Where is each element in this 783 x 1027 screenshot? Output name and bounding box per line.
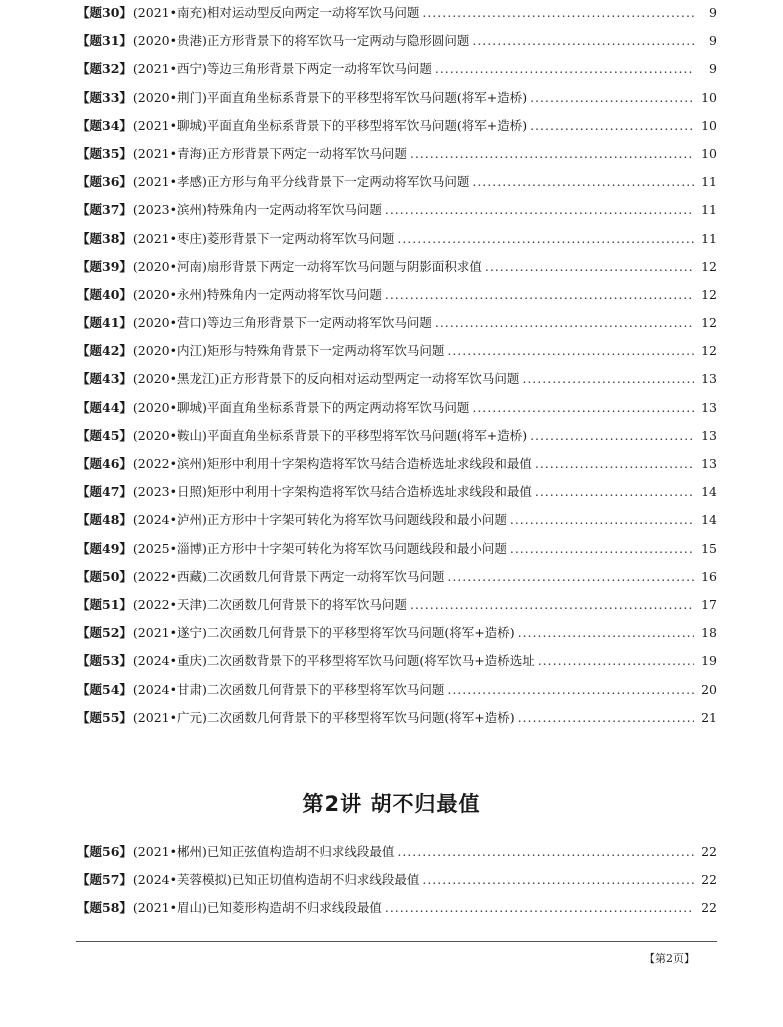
toc-entry-title: (2024•泸州)正方形中十字架可转化为将军饮马问题线段和最小问题 [132,512,507,528]
toc-entry[interactable] [77,567,717,595]
toc-entry-page: 9 [709,5,717,20]
toc-entry-page: 18 [701,625,717,641]
toc-entry-page: 11 [701,230,717,246]
toc-entry-label: 【题43】 [77,371,132,387]
toc-entry-title: (2021•青海)正方形背景下两定一动将军饮马问题 [132,145,407,161]
toc-entry-title: (2021•南充)相对运动型反向两定一动将军饮马问题 [132,5,420,20]
toc-dot-leader [530,428,694,443]
toc-entry-label: 【题46】 [77,456,132,471]
toc-entry-title: (2020•聊城)平面直角坐标系背景下的两定两动将军饮马问题 [132,399,470,415]
toc-entry-title: (2024•芙蓉模拟)已知正切值构造胡不归求线段最值 [132,872,420,888]
toc-entry-label: 【题32】 [77,61,132,77]
toc-entry-label: 【题42】 [77,343,132,359]
toc-dot-leader [538,653,694,668]
toc-entry-label: 【题37】 [77,202,132,218]
toc-entry[interactable] [77,285,717,313]
toc-entry-title: (2021•枣庄)菱形背景下一定两动将军饮马问题 [132,230,395,246]
toc-entry-page: 14 [701,484,717,500]
toc-dot-leader [435,315,694,330]
toc-entry-page: 19 [701,653,717,669]
toc-entry[interactable] [77,623,717,651]
toc-list-part2 [77,842,717,927]
toc-entry-title: (2022•天津)二次函数几何背景下的将军饮马问题 [132,596,407,612]
toc-entry-title: (2020•荆门)平面直角坐标系背景下的平移型将军饮马问题(将军+造桥) [132,89,528,105]
toc-entry[interactable] [77,708,717,736]
toc-dot-leader [535,456,694,471]
toc-entry-title: (2021•广元)二次函数几何背景下的平移型将军饮马问题(将军+造桥) [132,709,515,725]
toc-dot-leader [385,287,694,302]
toc-dot-leader [447,569,694,584]
toc-entry[interactable] [77,229,717,257]
toc-entry[interactable] [77,341,717,369]
toc-dot-leader [530,118,694,133]
toc-entry-page: 10 [701,89,717,105]
toc-dot-leader [510,541,694,556]
toc-entry[interactable] [77,200,717,228]
toc-entry[interactable] [77,398,717,426]
toc-entry-title: (2020•贵港)正方形背景下的将军饮马一定两动与隐形圆问题 [132,33,470,49]
toc-entry-title: (2021•郴州)已知正弦值构造胡不归求线段最值 [132,844,395,859]
toc-entry[interactable] [77,842,717,870]
toc-entry-page: 16 [701,568,717,584]
toc-dot-leader [472,174,694,189]
toc-entry-title: (2021•孝感)正方形与角平分线背景下一定两动将军饮马问题 [132,174,470,190]
toc-entry-label: 【题35】 [77,145,132,161]
toc-dot-leader [447,682,694,697]
toc-entry[interactable] [77,144,717,172]
toc-entry[interactable] [77,313,717,341]
toc-entry-page: 11 [701,174,717,190]
toc-entry-label: 【题58】 [77,900,132,916]
toc-entry-label: 【题54】 [77,681,132,697]
toc-entry-label: 【题47】 [77,484,132,500]
toc-entry-page: 12 [701,315,717,331]
toc-dot-leader [397,844,694,859]
toc-entry-title: (2020•永州)特殊角内一定两动将军饮马问题 [132,286,382,302]
toc-entry[interactable] [77,172,717,200]
toc-dot-leader [397,231,694,246]
toc-entry-label: 【题41】 [77,315,132,331]
toc-entry[interactable] [77,116,717,144]
toc-entry-page: 15 [701,540,717,556]
toc-entry[interactable] [77,870,717,898]
toc-entry-label: 【题51】 [77,596,132,612]
toc-entry[interactable] [77,454,717,482]
toc-entry-page: 11 [701,202,717,218]
toc-entry[interactable] [77,369,717,397]
toc-entry-title: (2021•遂宁)二次函数几何背景下的平移型将军饮马问题(将军+造桥) [132,625,515,641]
toc-entry[interactable] [77,59,717,87]
toc-entry-label: 【题50】 [77,568,132,584]
toc-entry-label: 【题44】 [77,399,132,415]
toc-entry-label: 【题38】 [77,230,132,246]
toc-dot-leader [385,202,694,217]
toc-dot-leader [385,900,694,915]
toc-entry-page: 13 [701,399,717,415]
toc-entry-label: 【题49】 [77,540,132,556]
toc-entry-page: 10 [701,145,717,161]
toc-entry-title: (2025•淄博)正方形中十字架可转化为将军饮马问题线段和最小问题 [132,540,507,556]
toc-entry-page: 22 [701,844,717,859]
toc-entry-label: 【题30】 [77,5,132,20]
toc-entry-page: 9 [709,33,717,49]
toc-entry[interactable] [77,539,717,567]
toc-entry-page: 22 [701,900,717,916]
toc-dot-leader [410,146,694,161]
toc-entry-page: 21 [701,709,717,725]
toc-dot-leader [530,90,694,105]
toc-entry[interactable] [77,482,717,510]
toc-entry-page: 13 [701,456,717,471]
toc-dot-leader [422,5,694,20]
toc-dot-leader [472,33,694,48]
toc-dot-leader [447,343,694,358]
toc-entry-title: (2022•西藏)二次函数几何背景下两定一动将军饮马问题 [132,568,445,584]
toc-entry-label: 【题56】 [77,844,132,859]
toc-entry-page: 12 [701,343,717,359]
toc-entry-title: (2023•日照)矩形中利用十字架构造将军饮马结合造桥选址求线段和最值 [132,484,532,500]
toc-entry-page: 14 [701,512,717,528]
toc-entry-label: 【题40】 [77,286,132,302]
toc-entry[interactable] [77,426,717,454]
toc-entry-title: (2024•重庆)二次函数背景下的平移型将军饮马问题(将军饮马+造桥选址 [132,653,535,669]
toc-entry-label: 【题36】 [77,174,132,190]
toc-entry-title: (2023•滨州)特殊角内一定两动将军饮马问题 [132,202,382,218]
toc-entry-label: 【题53】 [77,653,132,669]
page-number: 【第2页】 [644,952,695,965]
toc-entry-label: 【题45】 [77,427,132,443]
toc-entry-page: 22 [701,872,717,888]
toc-entry-title: (2021•西宁)等边三角形背景下两定一动将军饮马问题 [132,61,432,77]
toc-dot-leader [472,400,694,415]
toc-dot-leader [518,710,694,725]
toc-entry-title: (2024•甘肃)二次函数几何背景下的平移型将军饮马问题 [132,681,445,697]
toc-entry-title: (2020•营口)等边三角形背景下一定两动将军饮马问题 [132,315,432,331]
toc-entry-page: 17 [701,596,717,612]
toc-entry-label: 【题57】 [77,872,132,888]
toc-entry-label: 【题55】 [77,709,132,725]
toc-entry[interactable] [77,31,717,59]
toc-entry-page: 13 [701,427,717,443]
toc-entry-label: 【题52】 [77,625,132,641]
toc-entry-title: (2022•滨州)矩形中利用十字架构造将军饮马结合造桥选址求线段和最值 [132,456,532,471]
toc-dot-leader [535,484,694,499]
toc-entry-label: 【题31】 [77,33,132,49]
toc-dot-leader [410,597,694,612]
toc-entry-page: 10 [701,117,717,133]
toc-entry-label: 【题33】 [77,89,132,105]
toc-entry-title: (2020•鞍山)平面直角坐标系背景下的平移型将军饮马问题(将军+造桥) [132,427,528,443]
toc-dot-leader [435,61,694,76]
toc-dot-leader [522,371,694,386]
toc-entry[interactable] [77,680,717,708]
toc-dot-leader [518,625,694,640]
toc-entry-label: 【题48】 [77,512,132,528]
toc-entry[interactable] [77,88,717,116]
toc-entry[interactable] [77,651,717,679]
toc-entry-title: (2021•眉山)已知菱形构造胡不归求线段最值 [132,900,382,916]
toc-entry-title: (2021•聊城)平面直角坐标系背景下的平移型将军饮马问题(将军+造桥) [132,117,528,133]
toc-entry-title: (2020•内江)矩形与特殊角背景下一定两动将军饮马问题 [132,343,445,359]
toc-entry-page: 12 [701,258,717,274]
toc-entry[interactable] [77,257,717,285]
toc-entry[interactable] [77,510,717,538]
toc-entry-label: 【题39】 [77,258,132,274]
toc-dot-leader [422,872,694,887]
footer-divider [76,941,717,942]
toc-dot-leader [510,512,694,527]
toc-entry-label: 【题34】 [77,117,132,133]
toc-entry-page: 20 [701,681,717,697]
toc-entry-title: (2020•河南)扇形背景下两定一动将军饮马问题与阴影面积求值 [132,258,482,274]
toc-entry[interactable] [77,898,717,926]
toc-entry-title: (2020•黑龙江)正方形背景下的反向相对运动型两定一动将军饮马问题 [132,371,520,387]
section-title: 第2讲 胡不归最值 [302,792,481,816]
toc-entry-page: 12 [701,286,717,302]
toc-entry-page: 13 [701,371,717,387]
toc-entry-page: 9 [709,61,717,77]
toc-list-part1 [77,3,717,736]
toc-entry[interactable] [77,595,717,623]
toc-dot-leader [485,259,694,274]
toc-entry[interactable] [77,3,717,31]
